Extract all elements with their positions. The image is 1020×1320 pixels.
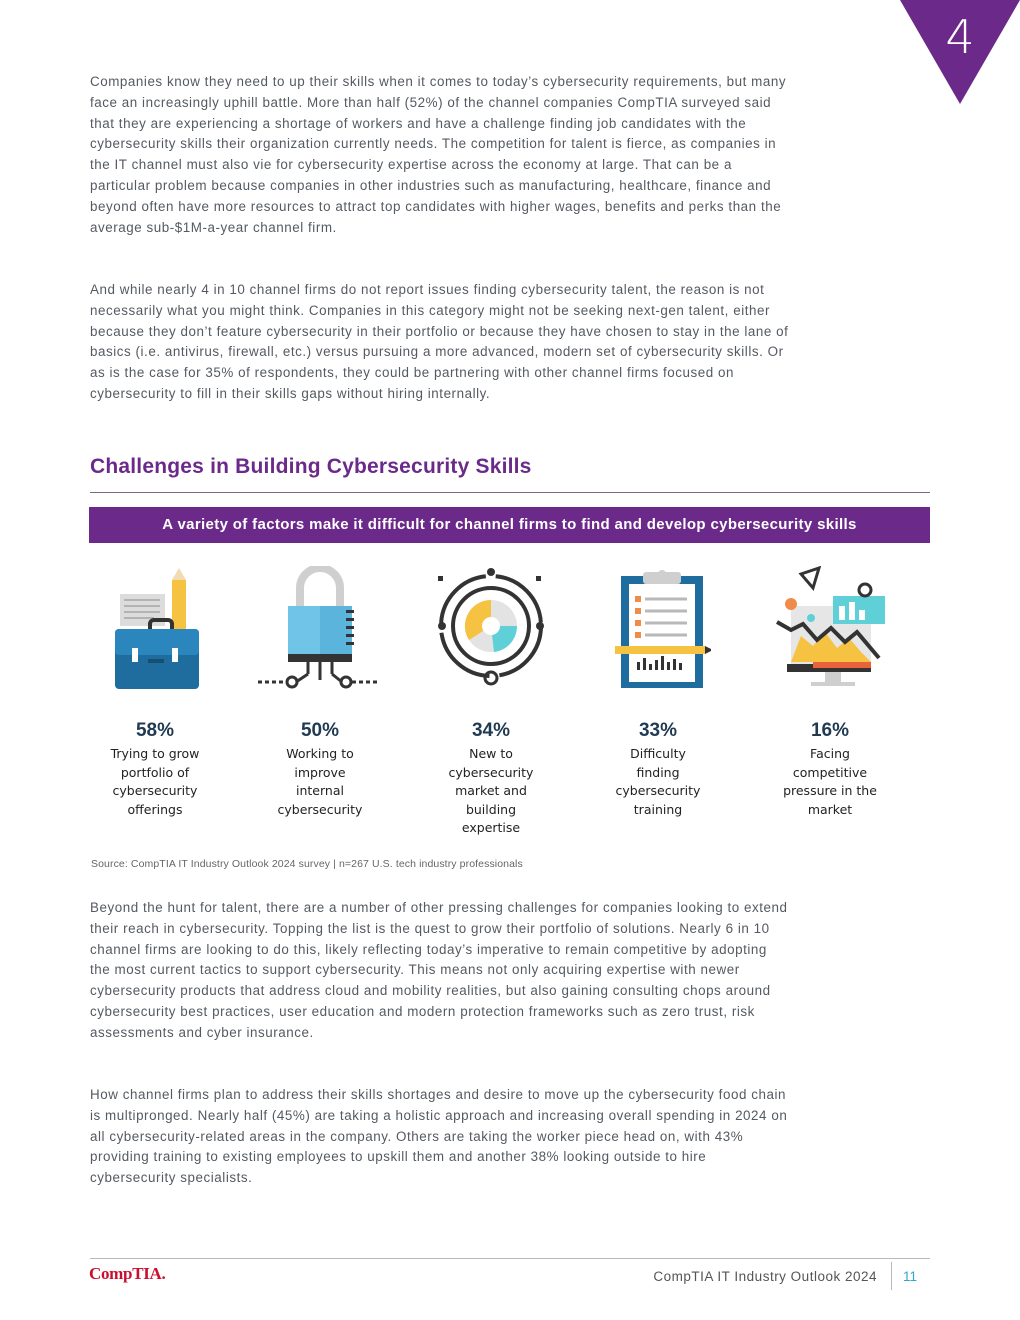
- body-paragraph: And while nearly 4 in 10 channel firms do not report issues finding cybersecurity talent, the reason is not necessarily what you might think. Companies in this category might not be seeking next-gen talent, either because they don’t feature cybersecurity in their portfolio or because they have chosen to stay in the lane of basics (i.e. antivirus, firewall, etc.) versus pursuing a more advanced, modern set of cybersecurity skills. Or as is the case for 35% of respondents, they could be partnering with other channel firms focused on cybersecurity to fill in their skills gaps without hiring internally.: [90, 282, 789, 401]
- page-number: 11: [903, 1269, 918, 1284]
- clipboard-icon: [607, 566, 711, 696]
- body-paragraph: How channel firms plan to address their skills shortages and desire to move up the cybersecurity food chain is multipronged. Nearly half (45%) are taking a holistic approach and increasing overall spending in 2024 on all cybersecurity-related areas in the company. Others are taking the worker piece head on, with 43% providing training to existing employees to upskill them and another 38% looking outside to hire cybersecurity specialists.: [90, 1087, 788, 1186]
- stat-item: [245, 718, 395, 819]
- stat-value: 50%: [300, 720, 340, 741]
- target-chart-icon: [436, 566, 548, 696]
- monitor-analytics-icon: [773, 566, 889, 696]
- padlock-icon: [258, 566, 383, 696]
- body-paragraph: Companies know they need to up their skills when it comes to today’s cybersecurity requirements, but many face an increasingly uphill battle. More than half (52%) of the channel companies CompTIA surveyed said that they are experiencing a shortage of workers and have a challenge finding job candidates with the cybersecurity skills their organization currently needs. The competition for talent is fierce, as companies in the IT channel must also vie for cybersecurity expertise across the economy at large. That can be a particular problem because companies in other industries such as manufacturing, healthcare, finance and beyond often have more resources to attract top candidates with higher wages, benefits and perks than the average sub-$1M-a-year channel firm.: [90, 74, 787, 235]
- chapter-number: 4: [945, 10, 975, 64]
- stat-item: [755, 718, 905, 819]
- body-paragraph: Beyond the hunt for talent, there are a number of other pressing challenges for companies looking to extend their reach in cybersecurity. Topping the list is the quest to grow their portfolio of solutions. Nearly 6 in 10 channel firms are looking to do this, likely reflecting today’s imperative to remain competitive by adopting the most current tactics to support cybersecurity. This means not only acquiring expertise with newer cybersecurity products that address cloud and mobility realities, but also gaining consulting chops around cybersecurity best practices, user education and modern protection frameworks such as zero trust, risk assessments and cyber insurance.: [90, 900, 788, 1040]
- source-note: Source: CompTIA IT Industry Outlook 2024 survey | n=267 U.S. tech industry professionals: [91, 858, 523, 870]
- section-banner: A variety of factors make it difficult for channel firms to find and develop cybersecurity skills: [89, 507, 930, 543]
- section-heading: Challenges in Building Cybersecurity Skills: [90, 455, 532, 478]
- stat-value: 33%: [638, 720, 678, 741]
- stat-item: [583, 718, 733, 819]
- stat-label: Facing competitive pressure in the market: [783, 746, 877, 817]
- stat-value: 16%: [810, 720, 850, 741]
- stat-label: Working to improve internal cybersecurity: [277, 746, 363, 817]
- stat-item: [80, 718, 230, 819]
- stat-item: [416, 718, 566, 838]
- footer-title: CompTIA IT Industry Outlook 2024: [653, 1269, 877, 1284]
- stat-value: 58%: [135, 720, 175, 741]
- stat-label: Difficulty finding cybersecurity training: [615, 746, 701, 817]
- stat-value: 34%: [471, 720, 511, 741]
- stat-label: Trying to grow portfolio of cybersecurity offerings: [110, 746, 200, 817]
- stat-label: New to cybersecurity market and building expertise: [448, 746, 534, 836]
- footer-divider: [90, 1258, 930, 1259]
- briefcase-icon: [110, 566, 205, 696]
- heading-divider: [90, 492, 930, 493]
- comptia-logo: CompTIA.: [89, 1264, 166, 1283]
- footer-separator: [891, 1262, 892, 1290]
